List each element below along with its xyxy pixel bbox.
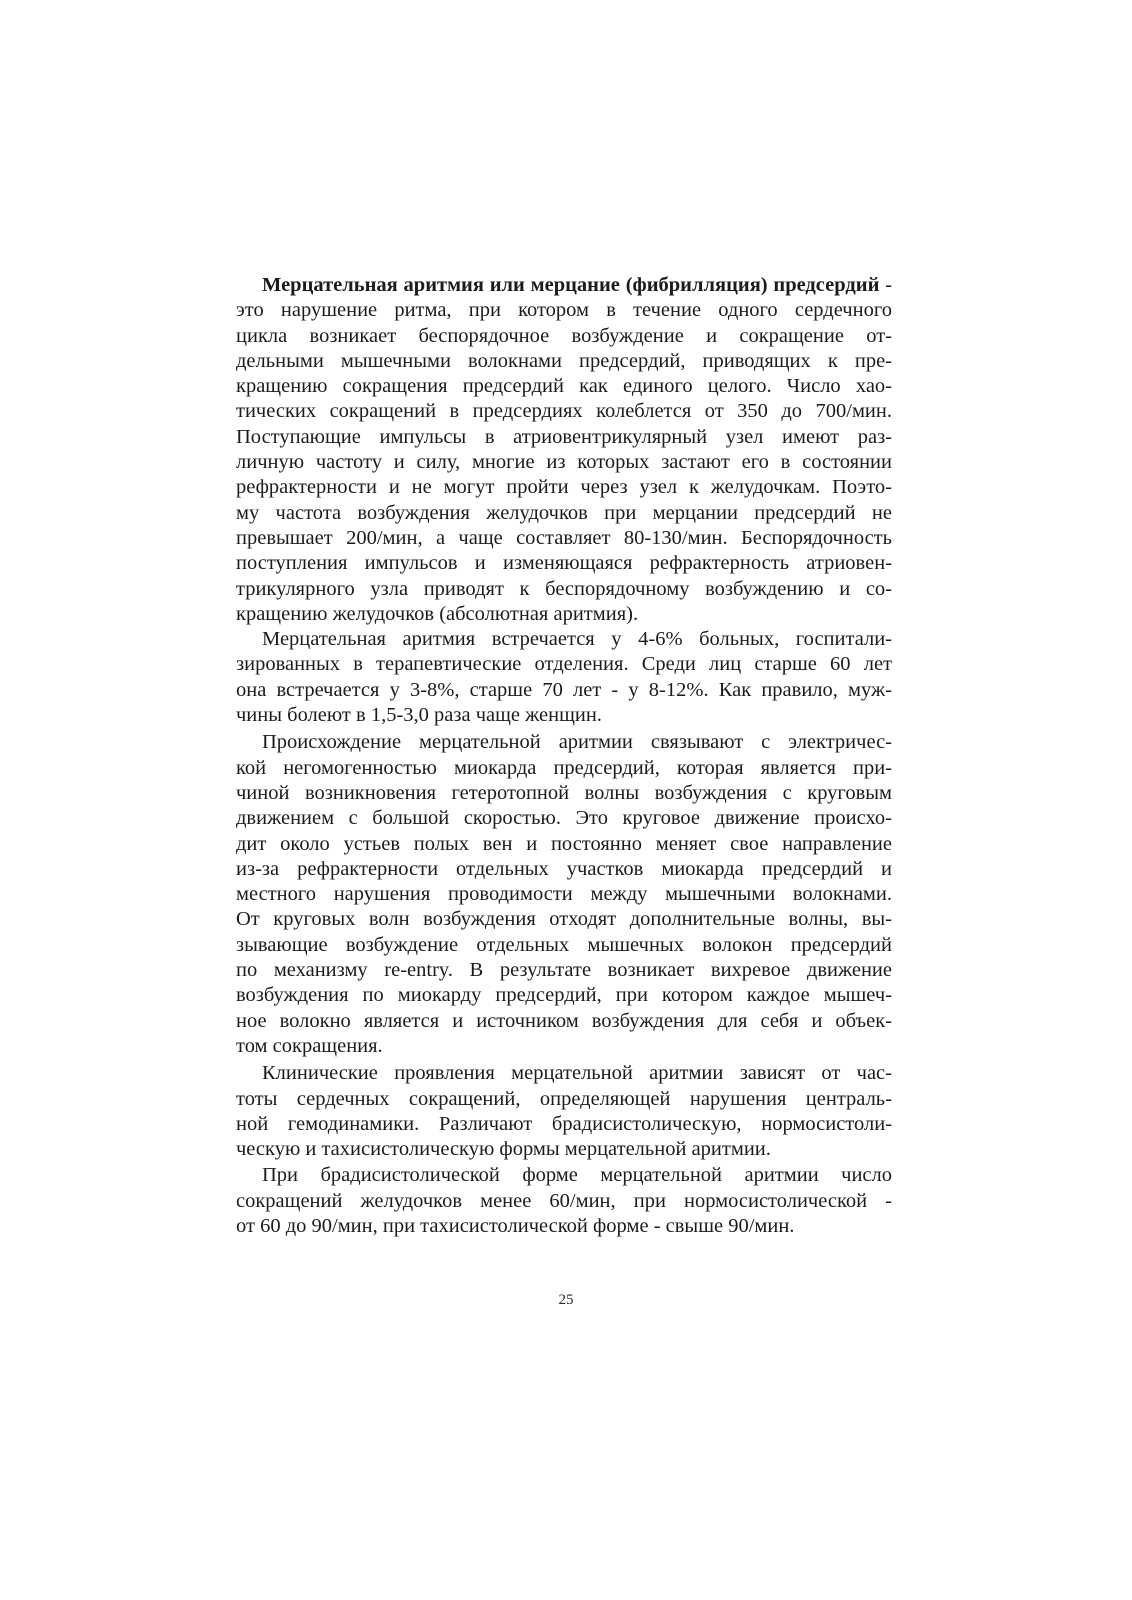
paragraph [236, 730, 892, 1059]
text-line: от 60 до 90/мин, при тахисистолической форме - свыше 90/мин. [236, 1214, 795, 1237]
text-line: личную частоту и силу, многие из которых застают его в состоянии [236, 451, 892, 474]
text-line: тических сокращений в предсердиях колеблется от 350 до 700/мин. [236, 400, 892, 423]
text-line: превышает 200/мин, а чаще составляет 80-130/мин. Беспорядочность [236, 526, 892, 549]
text-line: возбуждения по миокарду предсердий, при котором каждое мышеч- [236, 984, 892, 1007]
text-line: местного нарушения проводимости между мышечными волокнами. [236, 883, 892, 906]
text-line: рефрактерности и не могут пройти через узел к желудочкам. Поэто- [236, 476, 892, 499]
text-line: ное волокно является и источником возбуждения для себя и объек- [236, 1009, 892, 1032]
text-line: движением с большой скоростью. Это круговое движение происхо- [236, 807, 892, 830]
page-number: 25 [558, 1292, 574, 1308]
text-line: том сокращения. [236, 1034, 383, 1057]
text-line: цикла возникает беспорядочное возбуждение и сокращение от- [236, 324, 892, 347]
text-line: Клинические проявления мерцательной аритмии зависят от час- [262, 1062, 892, 1085]
paragraph [236, 273, 892, 627]
paragraph [236, 627, 892, 728]
text-line: чиной возникновения гетеротопной волны возбуждения с круговым [236, 781, 892, 804]
text-line: по механизму re-entry. В результате возникает вихревое движение [236, 959, 892, 982]
text-line: му частота возбуждения желудочков при мерцании предсердий не [236, 501, 892, 524]
text-line: От круговых волн возбуждения отходят дополнительные волны, вы- [236, 908, 892, 931]
paragraph [236, 1163, 892, 1239]
text-line: тоты сердечных сокращений, определяющей нарушения централь- [236, 1087, 892, 1110]
text-line: зированных в терапевтические отделения. Среди лиц старше 60 лет [236, 653, 892, 676]
text-line: чины болеют в 1,5-3,0 раза чаще женщин. [236, 704, 602, 727]
text-line: дит около устьев полых вен и постоянно меняет свое направление [236, 832, 892, 855]
text-line: поступления импульсов и изменяющаяся рефрактерность атриовен- [236, 552, 892, 575]
text-line: кой негомогенностью миокарда предсердий, которая является при- [236, 756, 892, 779]
text-line: это нарушение ритма, при котором в течение одного сердечного [236, 299, 892, 322]
text-line: При брадисистолической форме мерцательной аритмии число [262, 1164, 892, 1187]
text-line: Поступающие импульсы в атриовентрикулярный узел имеют раз- [236, 425, 892, 448]
text-line: Происхождение мерцательной аритмии связывают с электричес- [262, 731, 892, 754]
text-line [236, 273, 892, 298]
term-dash: - [879, 274, 893, 296]
text-line: ной гемодинамики. Различают брадисистолическую, нормосистоли- [236, 1112, 892, 1135]
text-line: дельными мышечными волокнами предсердий, приводящих к пре- [236, 349, 892, 372]
text-line: Мерцательная аритмия встречается у 4-6% больных, госпитали- [262, 628, 892, 651]
defined-term: Мерцательная аритмия или мерцание (фибрилляция) предсердий [262, 274, 880, 296]
paragraph [236, 1061, 892, 1162]
text-line: кращению желудочков (абсолютная аритмия). [236, 602, 639, 625]
text-line: ческую и тахисистолическую формы мерцательной аритмии. [236, 1138, 771, 1161]
text-line: сокращений желудочков менее 60/мин, при нормосистолической - [236, 1189, 892, 1212]
text-line: зывающие возбуждение отдельных мышечных волокон предсердий [236, 933, 892, 956]
text-line: кращению сокращения предсердий как единого целого. Число хао- [236, 375, 892, 398]
text-line: она встречается у 3-8%, старше 70 лет - у 8-12%. Как правило, муж- [236, 678, 892, 701]
body-text [236, 273, 892, 1239]
text-line: трикулярного узла приводят к беспорядочному возбуждению и со- [236, 577, 892, 600]
text-line: из-за рефрактерности отдельных участков миокарда предсердий и [236, 857, 892, 880]
